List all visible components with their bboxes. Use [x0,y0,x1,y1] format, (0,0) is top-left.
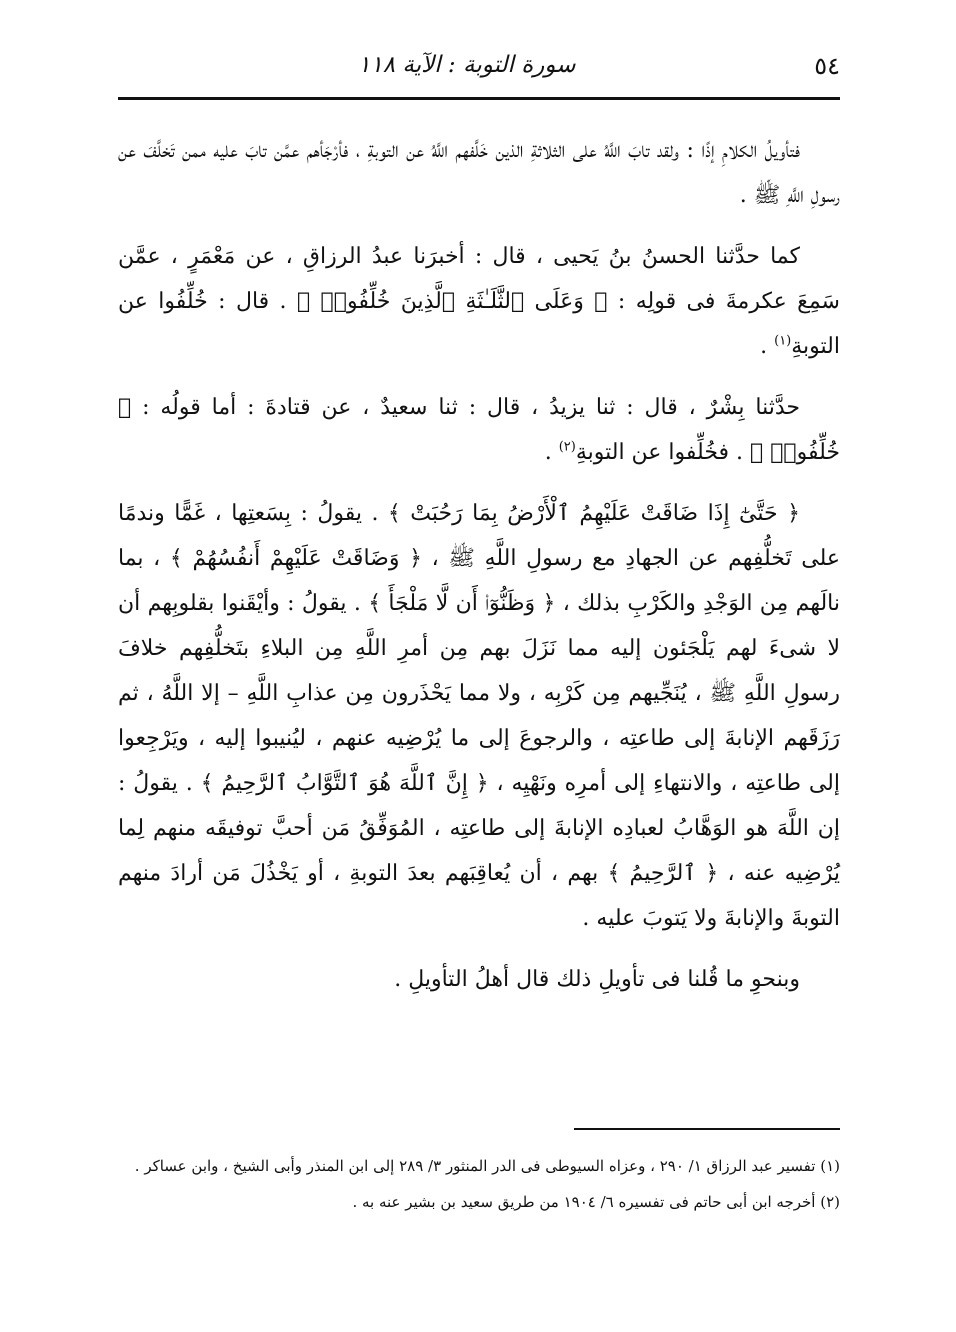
paragraph-hadith-ikrimah [118,234,840,369]
footnote-1: (١) تفسير عبد الرزاق ١/ ٢٩٠ ، وعزاه السيوطى فى الدر المنثور ٣/ ٢٨٩ إلى ابن المنذر وأبى الشيخ ، وابن عساكر . [134,1157,840,1175]
paragraph-tail: . [760,334,775,359]
paragraph-text: حدَّثنا بِشْرٌ ، قال : ثنا يزيدُ ، قال : ثنا سعيدٌ ، عن قتادةَ : أما قولُه : ﴿ خُلِّفُوا۟ ﴾ . فخُلِّفوا عن التوبةِ [118,395,840,465]
paragraph-text: فتأويلُ الكلامِ إذًا : ولقد تابَ اللَّهُ على الثلاثةِ الذين خَلَّفهم اللَّهُ عن التوبةِ ، فأرْجَأهم عمَّن تابَ عليه ممن تَخلَّفَ عن رسولِ اللَّهِ ﷺ . [118,138,840,208]
paragraph-text: ﴿ حَتَّىٰٓ إِذَا ضَاقَتْ عَلَيْهِمُ ٱلْأَرْضُ بِمَا رَحُبَتْ ﴾ . يقولُ : بِسَعتِها ، غَمًّا وندمًا على تَخلُّفِهم عن الجهادِ مع رسولِ اللَّهِ ﷺ ، ﴿ وَضَاقَتْ عَلَيْهِمْ أَنفُسُهُمْ ﴾ ، بما نالَهم مِن الوَجْدِ والكَرْبِ بذلك ، ﴿ وَظَنُّوٓا۟ أَن لَّا مَلْجَأَ ﴾ . يقولُ : وأيْقَنوا بقلوبِهم أن لا شىءَ لهم يَلْجَئون إليه مما نَزَلَ بهم مِن أمرِ اللَّهِ مِن البلاءِ بتَخلُّفِهم خلافَ رسولِ اللَّهِ ﷺ ، يُنَجِّيهم مِن كَرْبِه ، ولا مما يَحْذَرون مِن عذابِ اللَّهِ – إلا اللَّهُ ، ثم رَزَقَهم الإنابةَ إلى طاعتِه ، والرجوعَ إلى ما يُرْضِيه عنهم ، ليُنيبوا إليه ، ويَرْجِعوا إلى طاعتِه ، والانتهاءِ إلى أمرِه ونَهْيِه ، ﴿ إِنَّ ٱللَّهَ هُوَ ٱلتَّوَّابُ ٱلرَّحِيمُ ﴾ . يقولُ : إن اللَّهَ هو الوَهَّابُ لعبادِه الإنابةَ إلى طاعتِه ، المُوَفِّقُ مَن أحبَّ توفيقَه منهم لِما يُرْضِيه عنه ، ﴿ ٱلرَّحِيمُ ﴾ بهم ، أن يُعاقِبَهم بعدَ التوبةِ ، أو يَخْذُلَ مَن أرادَ منهم التوبةَ والإنابةَ ولا يَتوبَ عليه . [118,501,841,931]
paragraph-commentary [118,491,840,941]
footnote-2: (٢) أخرجه ابن أبى حاتم فى تفسيره ٦/ ١٩٠٤ من طريق سعيد بن بشير عنه به . [352,1193,840,1211]
footnote-reference[interactable]: (٢) [558,439,576,455]
paragraph-tail: . [544,440,559,465]
paragraph-hadith-qatadah [118,385,840,475]
header-rule [118,97,840,100]
footnotes [118,1150,840,1222]
page-number: ٥٤ [814,52,840,80]
running-title: سورة التوبة : الآية ١١٨ [358,52,576,78]
footnote-rule [574,1128,840,1130]
footnote-reference[interactable]: (١) [774,333,792,349]
page-header [118,46,840,90]
paragraph-closing [118,957,840,1002]
paragraph-text: كما حدَّثنا الحسنُ بنُ يَحيى ، قال : أخبرَنا عبدُ الرزاقِ ، عن مَعْمَرٍ ، عمَّن سَمِعَ عكرمةَ فى قولِه : ﴿ وَعَلَى ٱلثَّلَـٰثَةِ ٱلَّذِينَ خُلِّفُوا۟ ﴾ . قال : خُلِّفُوا عن التوبةِ [118,244,840,359]
paragraph-text: وبنحوِ ما قُلنا فى تأويلِ ذلك قال أهلُ التأويلِ . [394,967,800,992]
paragraph-interpretation [118,128,840,218]
main-text [118,128,840,1018]
